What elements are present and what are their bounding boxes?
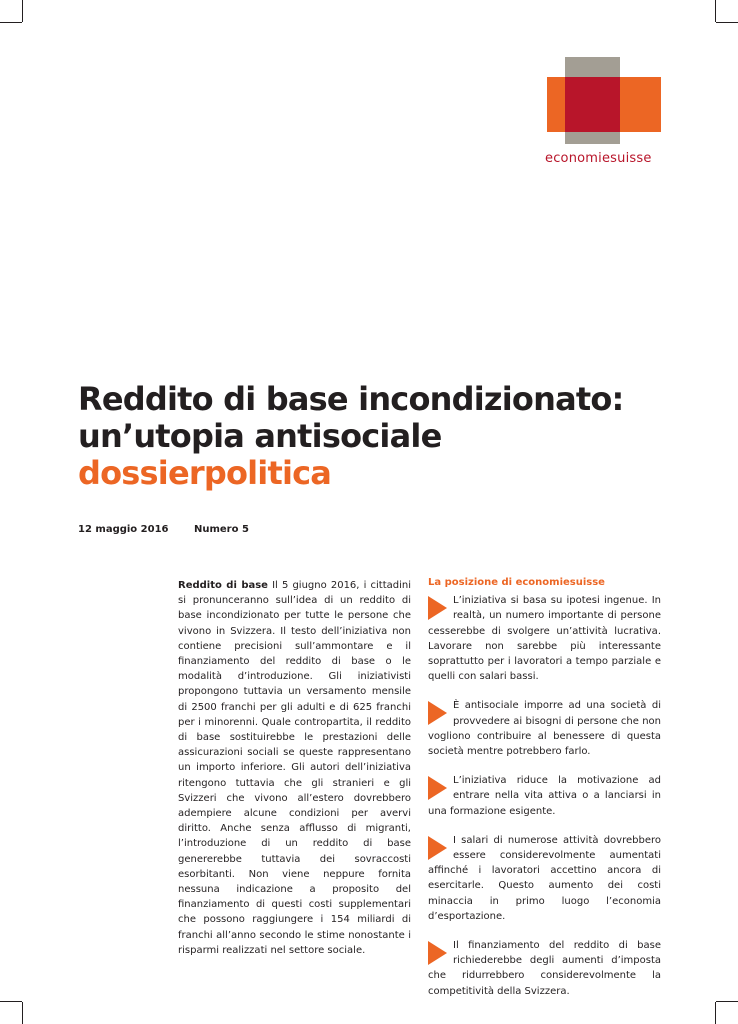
crop-mark: [715, 1002, 716, 1024]
crop-mark: [22, 1002, 23, 1024]
brand-name: economiesuisse: [545, 151, 652, 166]
publication-meta: [78, 524, 249, 535]
point-text: I salari di numerose attività dovrebbero essere considerevolmente aumentati affinché i lavoratori accettino ancora di esercitarle. Questo aumento dei costi minaccia in primo luogo l’economia d’esportazione.: [428, 834, 661, 922]
arrow-right-icon: [428, 836, 447, 860]
intro-paragraph: [178, 578, 411, 958]
point-text: L’iniziativa riduce la motivazione ad entrare nella vita attiva o a lanciarsi in una formazione esigente.: [428, 775, 661, 817]
logo-red-square: [565, 77, 620, 132]
crop-mark: [715, 0, 716, 22]
document-title: [78, 381, 638, 492]
crop-mark: [22, 0, 23, 22]
crop-mark: [0, 22, 22, 23]
intro-text: Il 5 giugno 2016, i cittadini si pronunceranno sull’idea di un reddito di base incondizionato per tutte le persone che vivono in Svizzera. Il testo dell’iniziativa non contiene precisioni sull’ammontare e il finanziamento del reddito di base o le modalità d’introduzione. Gli iniziativisti propongono tuttavia un versamento mensile di 2500 franchi per gli adulti e di 625 franchi per i minorenni. Quale contropartita, il reddito di base sostituirebbe le prestazioni delle assicurazioni sociali se queste rappresentano un importo inferiore. Gli autori dell’iniziativa ritengono tuttavia che gli stranieri e gli Svizzeri che vivono all’estero dovrebbero adempiere alcune condizioni per avervi diritto. Anche senza afflusso di migranti, l’introduzione di un reddito di base genererebbe tuttavia dei sovraccosti esorbitanti. Non viene neppure fornita nessuna indicazione a proposito del finanziamento di questi costi supplementari che possono raggiungere i 154 miliardi di franchi all’anno secondo le stime nonostante i risparmi realizzati nel settore sociale.: [178, 580, 411, 956]
crop-mark: [0, 1001, 22, 1002]
position-point: [428, 593, 661, 684]
position-point: [428, 833, 661, 924]
position-point: [428, 698, 661, 759]
publication-series: dossierpolitica: [78, 454, 332, 492]
position-column: [428, 575, 661, 1013]
point-text: L’iniziativa si basa su ipotesi ingenue. In realtà, un numero importante di persone cesserebbe di svolgere un’attività lucrativa. Lavorare non sarebbe più interessante soprattutto per i lavoratori a tempo parziale e quelli con salari bassi.: [428, 595, 661, 683]
arrow-right-icon: [428, 701, 447, 725]
crop-mark: [716, 22, 738, 23]
crop-mark: [716, 1001, 738, 1002]
position-point: [428, 938, 661, 999]
intro-column: [178, 578, 411, 958]
arrow-right-icon: [428, 941, 447, 965]
point-text: Il finanziamento del reddito di base richiederebbe degli aumenti d’imposta che ridurrebbero considerevolmente la competitività della Svizzera.: [428, 940, 661, 997]
economiesuisse-logo: [547, 57, 661, 144]
point-text: È antisociale imporre ad una società di provvedere ai bisogni di persone che non vogliono contribuire al benessere di questa società mentre potrebbero farlo.: [428, 700, 661, 758]
title-line-2: un’utopia antisociale: [78, 417, 442, 455]
arrow-right-icon: [428, 596, 447, 620]
position-point: [428, 773, 661, 819]
title-line-1: Reddito di base incondizionato:: [78, 380, 624, 418]
intro-lead: Reddito di base: [178, 580, 268, 591]
publication-date: 12 maggio 2016: [78, 524, 169, 535]
position-heading: La posizione di economiesuisse: [428, 577, 605, 588]
issue-number: Numero 5: [193, 524, 249, 535]
arrow-right-icon: [428, 776, 447, 800]
